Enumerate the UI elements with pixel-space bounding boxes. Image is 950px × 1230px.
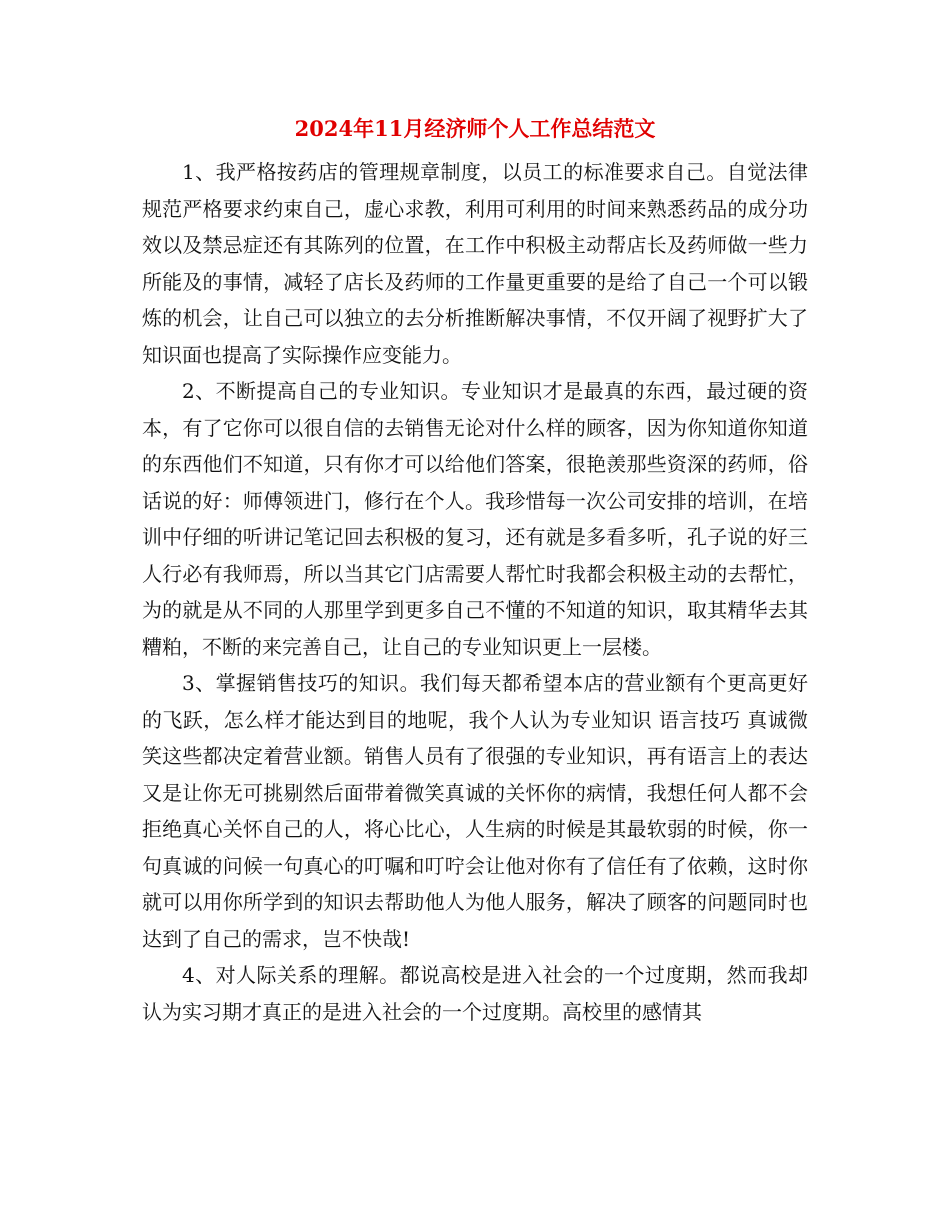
document-title: 2024年11月经济师个人工作总结范文 (294, 116, 656, 141)
paragraph-4: 4、对人际关系的理解。都说高校是进入社会的一个过度期，然而我却认为实习期才真正的是进入社会的一个过度期。高校里的感情其 (142, 963, 808, 1024)
paragraph-3: 3、掌握销售技巧的知识。我们每天都希望本店的营业额有个更高更好的飞跃，怎么样才能达到目的地呢，我个人认为专业知识 语言技巧 真诚微笑这些都决定着营业额。销售人员有了很强的专业知识，再有语言上的表达又是让你无可挑剔然后面带着微笑真诚的关怀你的病情，我想任何人都不会拒绝真心关怀自己的人，将心比心，人生病的时候是其最软弱的时候，你一句真诚的问候一句真心的叮嘱和叮咛会让他对你有了信任有了依赖，这时你就可以用你所学到的知识去帮助他人为他人服务，解决了顾客的问题同时也达到了自己的需求，岂不快哉! (142, 671, 808, 951)
paragraph-2: 2、不断提高自己的专业知识。专业知识才是最真的东西，最过硬的资本，有了它你可以很自信的去销售无论对什么样的顾客，因为你知道你知道的东西他们不知道，只有你才可以给他们答案，很艳羡那些资深的药师，俗话说的好：师傅领进门，修行在个人。我珍惜每一次公司安排的培训，在培训中仔细的听讲记笔记回去积极的复习，还有就是多看多听，孔子说的好三人行必有我师焉，所以当其它门店需要人帮忙时我都会积极主动的去帮忙，为的就是从不同的人那里学到更多自己不懂的不知道的知识，取其精华去其糟粕，不断的来完善自己，让自己的专业知识更上一层楼。 (142, 379, 808, 659)
document-body (142, 154, 808, 1030)
paragraph-1: 1、我严格按药店的管理规章制度，以员工的标准要求自己。自觉法律规范严格要求约束自己，虚心求教，利用可利用的时间来熟悉药品的成分功效以及禁忌症还有其陈列的位置，在工作中积极主动帮店长及药师做一些力所能及的事情，减轻了店长及药师的工作量更重要的是给了自己一个可以锻炼的机会，让自己可以独立的去分析推断解决事情，不仅开阔了视野扩大了知识面也提高了实际操作应变能力。 (142, 160, 808, 367)
